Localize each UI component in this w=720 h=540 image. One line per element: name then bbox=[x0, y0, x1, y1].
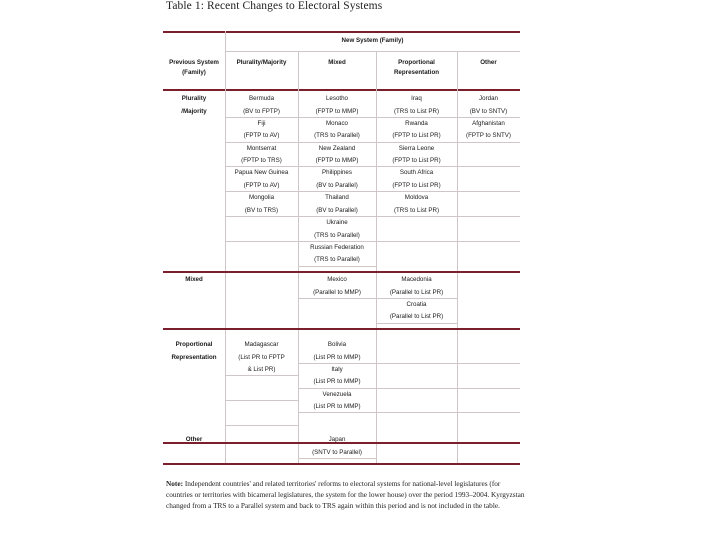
header-text: Other bbox=[480, 59, 497, 66]
table-cell bbox=[225, 143, 298, 168]
cell-text: Ukraine bbox=[326, 219, 348, 226]
row-label-text: Plurality bbox=[181, 95, 207, 102]
cell-text: (List PR to MMP) bbox=[313, 403, 361, 411]
cell-text: New Zealand bbox=[318, 144, 356, 152]
table-cell bbox=[298, 143, 376, 168]
rule-line bbox=[163, 271, 520, 273]
row-label-other bbox=[163, 434, 225, 447]
cell-divider bbox=[298, 298, 376, 299]
cell-text: Montserrat bbox=[246, 144, 277, 152]
row-label-text: Mixed bbox=[185, 276, 203, 283]
cell-text: Jordan bbox=[479, 95, 498, 102]
cell-divider bbox=[457, 363, 520, 364]
cell-text: (FPTP to TRS) bbox=[241, 157, 282, 165]
cell-divider bbox=[457, 191, 520, 192]
table-cell bbox=[298, 434, 376, 459]
cell-text: (FPTP to SNTV) bbox=[466, 132, 511, 140]
cell-divider bbox=[457, 412, 520, 413]
table-cell bbox=[298, 339, 376, 364]
cell-text: Croatia bbox=[406, 300, 427, 308]
cell-divider bbox=[376, 363, 457, 364]
header-col-1 bbox=[225, 58, 298, 68]
table-cell bbox=[225, 93, 298, 118]
cell-text: Bolivia bbox=[327, 341, 347, 348]
header-previous-system bbox=[163, 58, 225, 77]
row-label-text: Representation bbox=[171, 353, 217, 361]
cell-text: Lesotho bbox=[325, 95, 349, 102]
note-text: Independent countries' and related territories' reforms to electoral systems for national-level legislatures (for countries or territories with bicameral legislatures, the system for the lower house) over the period 1993–2004. Kyrgyzstan changed from a TRS to a Parallel system and back to TRS again within this period and is not included in the table. bbox=[166, 479, 525, 510]
cell-text: (TRS to Parallel) bbox=[314, 231, 360, 239]
cell-text: Rwanda bbox=[405, 119, 428, 127]
table-cell bbox=[225, 118, 298, 143]
cell-text: Mexico bbox=[327, 276, 347, 283]
cell-text: (FPTP to MMP) bbox=[315, 107, 359, 115]
header-text: (Family) bbox=[182, 68, 206, 76]
header-text: Plurality/Majority bbox=[236, 59, 287, 66]
table-cell bbox=[376, 274, 457, 299]
cell-text: Afghanistan bbox=[472, 119, 505, 127]
cell-text: (List PR to MMP) bbox=[313, 378, 361, 386]
row-label-text: /Majority bbox=[181, 107, 207, 115]
table-cell bbox=[225, 339, 298, 377]
header-text: Proportional bbox=[398, 59, 435, 66]
cell-text: Italy bbox=[331, 365, 343, 373]
header-text: New System (Family) bbox=[341, 37, 404, 44]
cell-text: Russian Federation bbox=[310, 243, 364, 251]
row-label-text: Other bbox=[185, 436, 203, 443]
cell-text: (TRS to Parallel) bbox=[314, 256, 360, 264]
row-label-text: Proportional bbox=[175, 341, 213, 348]
cell-divider bbox=[225, 216, 298, 217]
header-text: Mixed bbox=[328, 59, 346, 66]
cell-text: (SNTV to Parallel) bbox=[312, 448, 362, 456]
table-cell bbox=[298, 118, 376, 143]
cell-text: (FPTP to AV) bbox=[243, 132, 280, 140]
cell-text: (FPTP to List PR) bbox=[392, 181, 441, 189]
rule-line bbox=[163, 328, 520, 330]
cell-text: (TRS to List PR) bbox=[393, 107, 440, 115]
cell-text: (Parallel to List PR) bbox=[389, 313, 444, 321]
header-col-2 bbox=[298, 58, 376, 68]
cell-text: Iraq bbox=[411, 95, 422, 102]
cell-text: (BV to FPTP) bbox=[243, 107, 280, 115]
cell-text: (BV to SNTV) bbox=[469, 107, 508, 115]
cell-text: Macedonia bbox=[401, 276, 432, 283]
header-col-4 bbox=[457, 58, 520, 68]
table-cell bbox=[376, 192, 457, 217]
cell-divider bbox=[376, 388, 457, 389]
cell-divider bbox=[457, 241, 520, 242]
note-lead: Note: bbox=[166, 479, 184, 488]
cell-divider bbox=[298, 458, 376, 459]
cell-text: (FPTP to List PR) bbox=[392, 157, 441, 165]
cell-text: & List PR) bbox=[247, 366, 276, 374]
page-title: Table 1: Recent Changes to Electoral Systems bbox=[166, 0, 383, 12]
cell-divider bbox=[457, 166, 520, 167]
cell-divider bbox=[376, 241, 457, 242]
cell-text: Madagascar bbox=[244, 341, 279, 348]
cell-text: Sierra Leone bbox=[398, 144, 435, 152]
cell-divider bbox=[298, 266, 376, 267]
cell-text: (List PR to FPTP bbox=[238, 353, 285, 361]
cell-text: (FPTP to AV) bbox=[243, 181, 280, 189]
table-cell bbox=[457, 118, 520, 143]
cell-text: (TRS to List PR) bbox=[393, 206, 440, 214]
cell-divider bbox=[457, 142, 520, 143]
cell-divider bbox=[225, 241, 298, 242]
cell-divider bbox=[376, 216, 457, 217]
table-cell bbox=[376, 143, 457, 168]
cell-divider bbox=[457, 216, 520, 217]
cell-divider bbox=[376, 323, 457, 324]
table-cell bbox=[376, 93, 457, 118]
rule-line bbox=[163, 31, 520, 33]
cell-text: South Africa bbox=[399, 169, 434, 177]
cell-divider bbox=[225, 51, 520, 52]
cell-text: Mongolia bbox=[248, 194, 275, 202]
electoral-systems-table bbox=[163, 31, 520, 463]
cell-divider bbox=[298, 412, 376, 413]
cell-divider bbox=[457, 388, 520, 389]
cell-text: (TRS to Parallel) bbox=[314, 132, 360, 140]
cell-text: Venezuela bbox=[322, 390, 352, 398]
header-col-3 bbox=[376, 58, 457, 77]
table-cell bbox=[225, 167, 298, 192]
table-cell bbox=[298, 274, 376, 299]
rule-line bbox=[163, 89, 520, 91]
row-label-mixed bbox=[163, 274, 225, 287]
table-cell bbox=[457, 93, 520, 118]
table-cell bbox=[298, 192, 376, 217]
cell-text: (List PR to MMP) bbox=[313, 353, 361, 361]
table-cell bbox=[298, 389, 376, 414]
table-cell bbox=[298, 242, 376, 267]
cell-divider bbox=[225, 400, 298, 401]
cell-text: (BV to TRS) bbox=[244, 206, 279, 214]
table-cell bbox=[298, 93, 376, 118]
table-cell bbox=[376, 167, 457, 192]
cell-text: Papua New Guinea bbox=[234, 169, 289, 177]
cell-divider bbox=[225, 425, 298, 426]
cell-text: Japan bbox=[328, 436, 346, 443]
cell-text: (Parallel to MMP) bbox=[313, 288, 361, 296]
cell-text: (BV to Parallel) bbox=[316, 181, 358, 189]
table-cell bbox=[376, 299, 457, 324]
row-label-plurality bbox=[163, 93, 225, 118]
row-label-pr bbox=[163, 339, 225, 364]
cell-text: (BV to Parallel) bbox=[316, 206, 358, 214]
cell-text: Fiji bbox=[257, 119, 266, 127]
header-new-system bbox=[225, 36, 520, 46]
cell-text: Philippines bbox=[322, 169, 352, 177]
table-cell bbox=[376, 118, 457, 143]
header-text: Representation bbox=[393, 68, 440, 76]
header-text: Previous System bbox=[169, 59, 219, 66]
cell-text: Bermuda bbox=[248, 95, 275, 102]
cell-divider bbox=[376, 412, 457, 413]
cell-text: (Parallel to List PR) bbox=[389, 288, 444, 296]
cell-text: Monaco bbox=[325, 119, 348, 127]
cell-text: (FPTP to MMP) bbox=[315, 157, 359, 165]
cell-text: Moldova bbox=[404, 194, 429, 202]
table-cell bbox=[298, 364, 376, 389]
cell-text: (FPTP to List PR) bbox=[392, 132, 441, 140]
rule-line bbox=[163, 463, 520, 465]
table-cell bbox=[298, 217, 376, 242]
table-note bbox=[166, 478, 526, 511]
cell-divider bbox=[225, 375, 298, 376]
cell-text: Thailand bbox=[325, 194, 349, 202]
table-cell bbox=[225, 192, 298, 217]
table-cell bbox=[298, 167, 376, 192]
